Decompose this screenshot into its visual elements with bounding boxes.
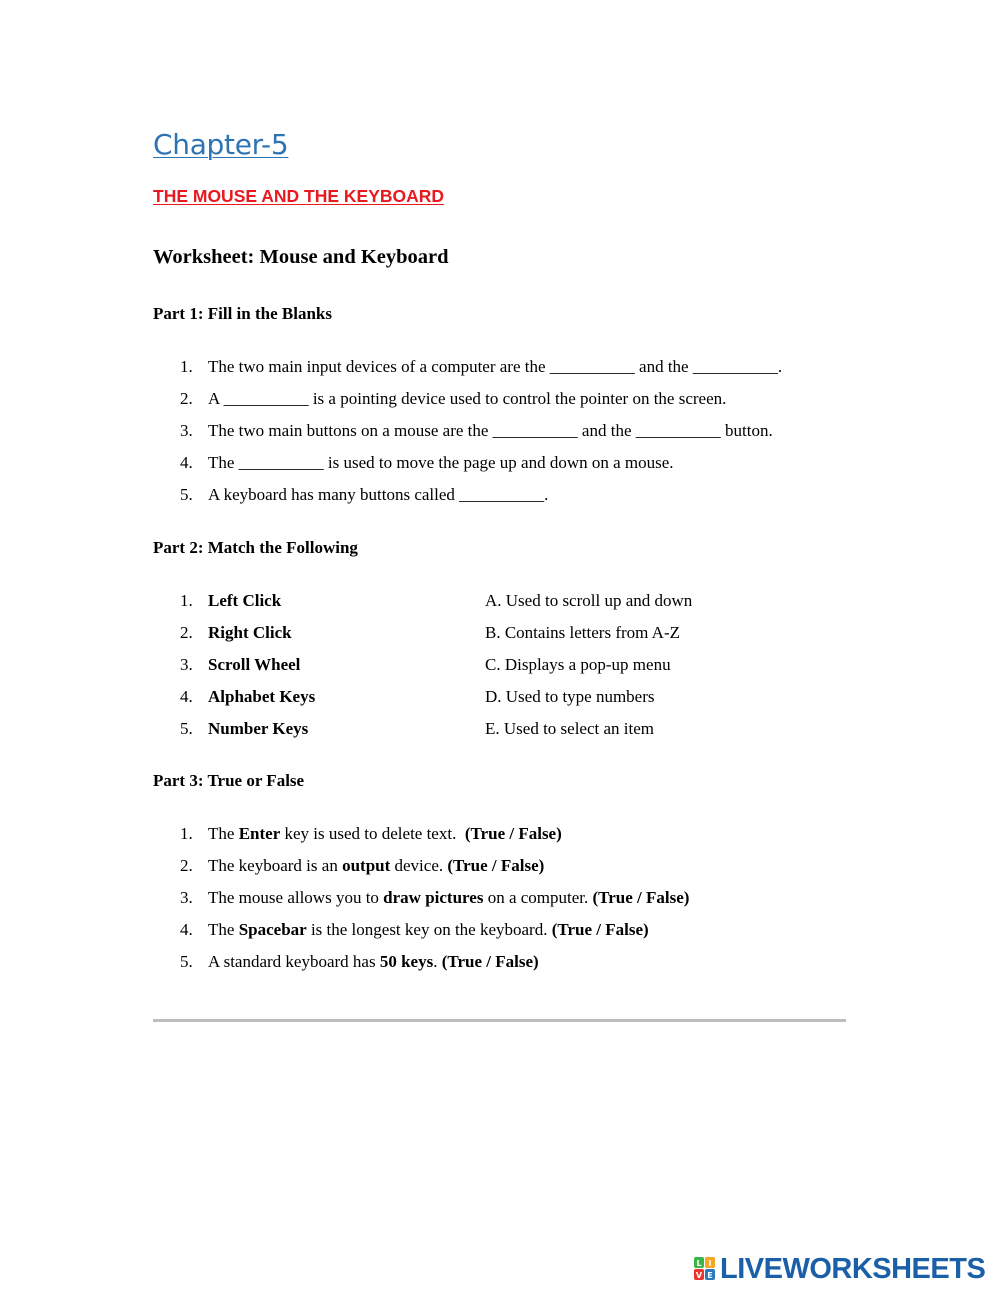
list-item: 2. A __________ is a pointing device used to control the pointer on the screen. bbox=[180, 389, 727, 408]
list-item: 1. The Enter key is used to delete text. (True / False) bbox=[180, 824, 562, 843]
true-false-choice: (True / False) bbox=[592, 888, 690, 907]
part1-heading: Part 1: Fill in the Blanks bbox=[153, 304, 332, 323]
list-item: 4. Alphabet Keys D. Used to type numbers bbox=[180, 681, 692, 713]
match-term: Number Keys bbox=[208, 719, 309, 738]
true-false-choice: (True / False) bbox=[441, 952, 539, 971]
list-item: 2. Right Click B. Contains letters from A-Z bbox=[180, 617, 692, 649]
part2-heading: Part 2: Match the Following bbox=[153, 538, 358, 557]
match-definition: B. Contains letters from A-Z bbox=[485, 623, 681, 642]
match-term: Scroll Wheel bbox=[208, 655, 301, 674]
logo-letter: V bbox=[695, 1271, 703, 1280]
match-definition: A. Used to scroll up and down bbox=[485, 591, 693, 610]
horizontal-divider bbox=[153, 1019, 846, 1022]
key-term: Spacebar bbox=[238, 920, 307, 939]
true-false-choice: (True / False) bbox=[551, 920, 649, 939]
key-term: output bbox=[342, 856, 391, 875]
chapter-subtitle: THE MOUSE AND THE KEYBOARD bbox=[153, 186, 445, 206]
question-text: The __________ is used to move the page up and down on a mouse. bbox=[208, 453, 674, 472]
chapter-title: Chapter-5 bbox=[153, 128, 289, 161]
question-text: The two main buttons on a mouse are the __________ and the __________ button. bbox=[208, 421, 773, 440]
question-text: A keyboard has many buttons called __________. bbox=[208, 485, 549, 504]
question-text: A __________ is a pointing device used to control the pointer on the screen. bbox=[208, 389, 727, 408]
match-term: Left Click bbox=[208, 591, 282, 610]
list-item: 5. A keyboard has many buttons called __________. bbox=[180, 485, 549, 504]
key-term: draw pictures bbox=[383, 888, 484, 907]
list-item: 3. Scroll Wheel C. Displays a pop-up menu bbox=[180, 649, 692, 681]
part2-list bbox=[180, 585, 692, 745]
match-term: Right Click bbox=[208, 623, 292, 642]
list-item: 3. The two main buttons on a mouse are the __________ and the __________ button. bbox=[180, 421, 773, 440]
list-item: 4. The Spacebar is the longest key on the keyboard. (True / False) bbox=[180, 920, 649, 939]
true-false-choice: (True / False) bbox=[447, 856, 545, 875]
list-item: 2. The keyboard is an output device. (True / False) bbox=[180, 856, 545, 875]
liveworksheets-logo[interactable] bbox=[694, 1253, 985, 1285]
list-item: 3. The mouse allows you to draw pictures on a computer. (True / False) bbox=[180, 888, 690, 907]
list-item: 1. The two main input devices of a computer are the __________ and the __________. bbox=[180, 357, 783, 376]
part3-heading: Part 3: True or False bbox=[153, 771, 305, 790]
true-false-choice: (True / False) bbox=[464, 824, 562, 843]
list-item: 5. A standard keyboard has 50 keys. (True / False) bbox=[180, 952, 539, 971]
match-definition: C. Displays a pop-up menu bbox=[485, 655, 671, 674]
list-item: 5. Number Keys E. Used to select an item bbox=[180, 713, 692, 745]
match-definition: D. Used to type numbers bbox=[485, 687, 655, 706]
brand-name: LIVEWORKSHEETS bbox=[720, 1252, 986, 1285]
part3-list bbox=[180, 818, 689, 978]
logo-letter: I bbox=[708, 1259, 712, 1268]
worksheet-title: Worksheet: Mouse and Keyboard bbox=[153, 246, 449, 268]
match-definition: E. Used to select an item bbox=[485, 719, 655, 738]
question-text: The two main input devices of a computer are the __________ and the __________. bbox=[208, 357, 783, 376]
match-term: Alphabet Keys bbox=[208, 687, 316, 706]
liveworksheets-blocks-icon bbox=[694, 1257, 716, 1281]
key-term: 50 keys bbox=[379, 952, 434, 971]
key-term: Enter bbox=[238, 824, 281, 843]
list-item: 4. The __________ is used to move the page up and down on a mouse. bbox=[180, 453, 674, 472]
logo-letter: L bbox=[696, 1259, 702, 1268]
part1-list bbox=[180, 351, 782, 511]
logo-letter: E bbox=[707, 1271, 713, 1280]
list-item: 1. Left Click A. Used to scroll up and down bbox=[180, 585, 692, 617]
